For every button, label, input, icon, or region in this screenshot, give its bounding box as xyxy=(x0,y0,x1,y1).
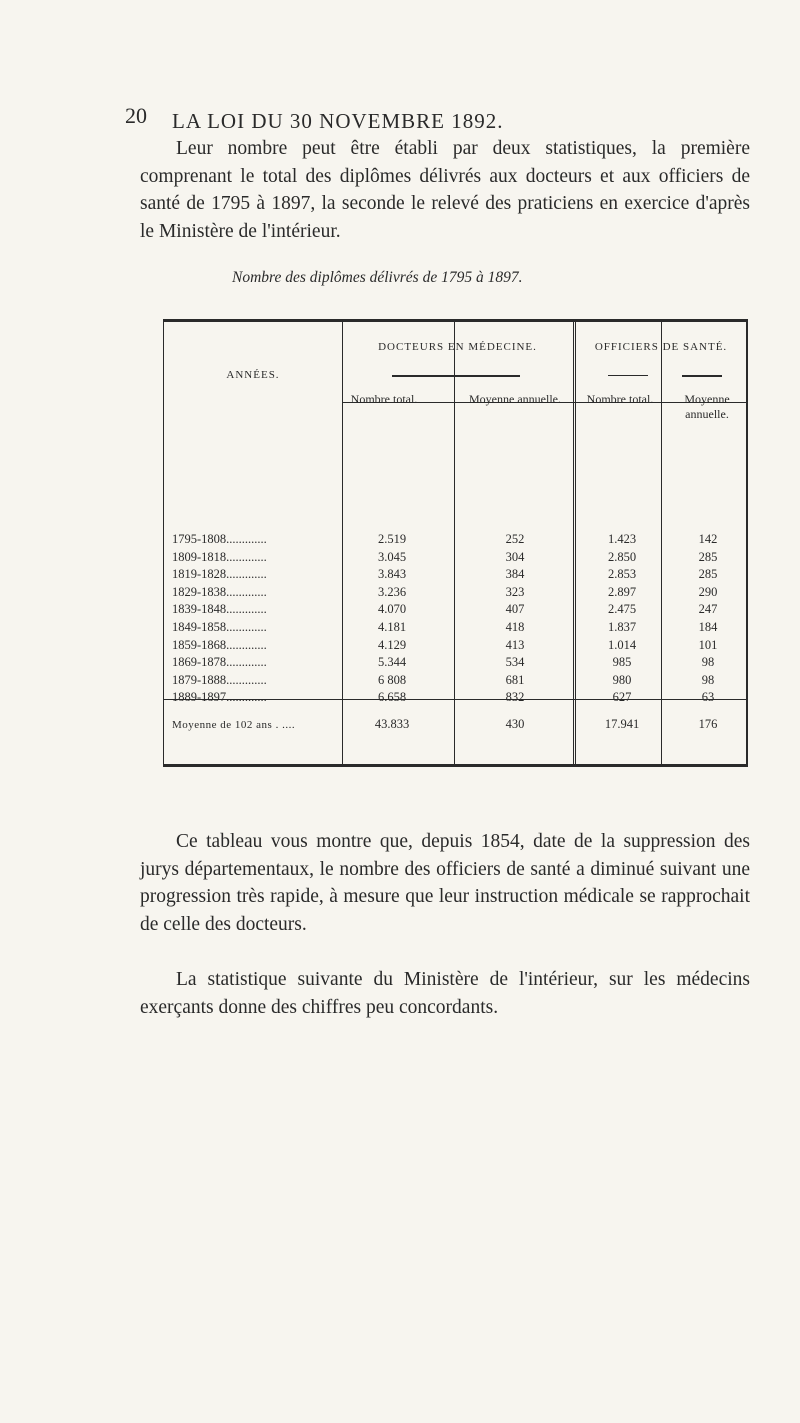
table-row xyxy=(164,690,746,708)
row-off-avg: 101 xyxy=(698,637,718,652)
row-doc-total: 6.658 xyxy=(377,690,407,705)
row-doc-avg: 681 xyxy=(505,672,525,687)
table-row xyxy=(164,585,746,603)
row-off-avg: 184 xyxy=(698,620,718,634)
row-doc-total: 3.236 xyxy=(377,584,407,599)
row-period: 1889-1897............. xyxy=(172,690,267,705)
table-row xyxy=(164,638,746,656)
row-period: 1795-1808............. xyxy=(172,532,267,546)
row-period: 1849-1858............. xyxy=(172,620,267,634)
table-row xyxy=(164,620,746,638)
row-off-avg: 285 xyxy=(698,549,718,564)
row-period: 1839-1848............. xyxy=(172,602,267,617)
row-off-total: 1.837 xyxy=(607,620,637,634)
row-off-avg: 63 xyxy=(701,690,715,705)
row-doc-total: 4.181 xyxy=(377,620,407,634)
row-off-total: 1.014 xyxy=(607,637,637,652)
row-off-total: 1.423 xyxy=(607,532,637,546)
row-doc-total: 4.070 xyxy=(377,602,407,617)
header-doc-total: Nombre total. xyxy=(350,392,418,406)
table-row xyxy=(164,550,746,568)
row-doc-avg: 413 xyxy=(505,637,525,652)
header-years: ANNÉES. xyxy=(226,369,280,381)
average-off-total: 17.941 xyxy=(604,717,640,731)
row-doc-avg: 534 xyxy=(505,655,525,670)
row-doc-total: 4.129 xyxy=(377,637,407,652)
header-docteurs: DOCTEURS EN MÉDECINE. xyxy=(378,341,537,353)
average-off-avg: 176 xyxy=(698,717,718,731)
table-row xyxy=(164,532,746,550)
row-doc-avg: 832 xyxy=(505,690,525,705)
table-row xyxy=(164,602,746,620)
row-off-avg: 285 xyxy=(698,567,718,582)
row-off-avg: 142 xyxy=(698,532,718,546)
row-period: 1829-1838............. xyxy=(172,584,267,599)
table-caption: Nombre des diplômes délivrés de 1795 à 1897. xyxy=(232,269,523,286)
row-off-total: 2.475 xyxy=(607,602,637,617)
row-doc-avg: 304 xyxy=(505,549,525,564)
row-off-total: 985 xyxy=(612,655,632,670)
average-label: Moyenne de 102 ans . .... xyxy=(172,719,296,731)
row-doc-avg: 418 xyxy=(505,620,525,634)
row-period: 1819-1828............. xyxy=(172,567,267,582)
row-doc-total: 6 808 xyxy=(377,672,407,687)
row-off-total: 980 xyxy=(612,672,632,687)
average-doc-avg: 430 xyxy=(505,717,525,731)
row-doc-avg: 323 xyxy=(505,584,525,599)
row-period: 1869-1878............. xyxy=(172,655,267,670)
row-period: 1809-1818............. xyxy=(172,549,267,564)
table-row xyxy=(164,567,746,585)
row-off-total: 627 xyxy=(612,690,632,705)
table-row xyxy=(164,673,746,691)
average-doc-total: 43.833 xyxy=(374,717,410,731)
row-off-total: 2.853 xyxy=(607,567,637,582)
row-doc-avg: 384 xyxy=(505,567,525,582)
header-officiers: OFFICIERS DE SANTÉ. xyxy=(594,341,728,353)
header-off-total: Nombre total. xyxy=(586,392,654,406)
table-row xyxy=(164,655,746,673)
row-off-total: 2.897 xyxy=(607,584,637,599)
row-doc-total: 2.519 xyxy=(377,532,407,546)
header-doc-avg: Moyenne annuelle. xyxy=(469,392,561,406)
row-off-avg: 290 xyxy=(698,584,718,599)
next-paragraph: La statistique suivante du Ministère de l'intérieur, sur les médecins exerçants donne des chiffres peu concordants. xyxy=(140,969,750,1018)
row-doc-avg: 407 xyxy=(505,602,525,617)
row-period: 1859-1868............. xyxy=(172,637,267,652)
row-off-avg: 247 xyxy=(698,602,718,617)
intro-paragraph: Leur nombre peut être établi par deux statistiques, la première comprenant le total des diplômes délivrés aux docteurs et aux officiers de santé de 1795 à 1897, la seconde le relevé des praticiens en exercice d'après le Ministère de l'intérieur. xyxy=(140,138,750,242)
row-off-avg: 98 xyxy=(701,655,715,670)
row-doc-total: 3.045 xyxy=(377,549,407,564)
row-period: 1879-1888............. xyxy=(172,672,267,687)
header-off-avg: Moyenne annuelle. xyxy=(684,392,730,421)
running-title: LA LOI DU 30 NOVEMBRE 1892. xyxy=(172,109,504,133)
statistics-table xyxy=(163,319,748,767)
row-doc-total: 5.344 xyxy=(377,655,407,670)
row-doc-total: 3.843 xyxy=(377,567,407,582)
comment-paragraph: Ce tableau vous montre que, depuis 1854, date de la suppression des jurys départementaux, le nombre des officiers de santé a diminué suivant une progression très rapide, à mesure que leur instruction médicale se rapprochait de celle des docteurs. xyxy=(140,831,750,935)
row-doc-avg: 252 xyxy=(505,532,525,546)
page-number: 20 xyxy=(125,103,147,128)
row-off-avg: 98 xyxy=(701,672,715,687)
row-off-total: 2.850 xyxy=(607,549,637,564)
